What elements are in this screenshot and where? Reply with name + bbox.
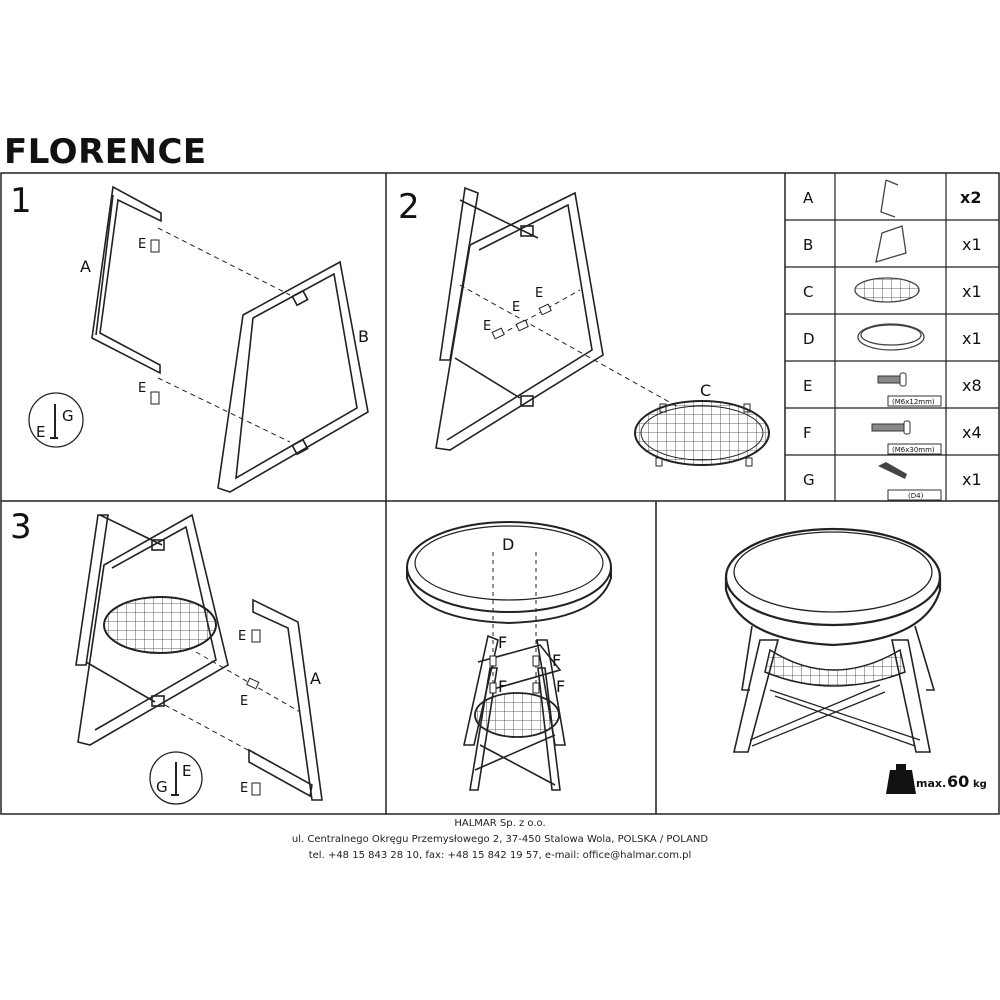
weight-icon bbox=[886, 764, 916, 794]
step3-tool-badge bbox=[150, 752, 202, 804]
product-title: FLORENCE bbox=[4, 132, 207, 172]
step-number-1: 1 bbox=[10, 181, 32, 221]
step3-label-e-1: E bbox=[238, 629, 247, 644]
part-d-letter: D bbox=[803, 330, 815, 348]
part-d-qty: x1 bbox=[962, 329, 982, 348]
step3-label-e-3: E bbox=[240, 781, 249, 796]
hex-key-icon bbox=[878, 462, 941, 500]
assembled-table bbox=[726, 529, 940, 752]
step4-label-f-2: F bbox=[552, 651, 562, 670]
badge3-label-g: G bbox=[156, 778, 168, 796]
max-load-value: 60 bbox=[947, 772, 970, 791]
step1-frame-a bbox=[92, 187, 161, 373]
part-b-qty: x1 bbox=[962, 235, 982, 254]
footer-contact: tel. +48 15 843 28 10, fax: +48 15 842 19 57, e-mail: office@halmar.com.pl bbox=[308, 850, 692, 861]
part-e-letter: E bbox=[803, 377, 813, 395]
step4-base-assembly bbox=[464, 636, 565, 790]
part-e-qty: x8 bbox=[962, 376, 982, 395]
frame-a-icon bbox=[881, 180, 898, 217]
part-a-letter: A bbox=[803, 189, 814, 207]
step2-label-e-3: E bbox=[535, 286, 544, 301]
part-f-qty: x4 bbox=[962, 423, 982, 442]
footer-address: ul. Centralnego Okręgu Przemysłowego 2, 37-450 Stalowa Wola, POLSKA / POLAND bbox=[291, 834, 709, 845]
step2-label-e-2: E bbox=[512, 300, 521, 315]
part-e-spec: (M6x12mm) bbox=[892, 398, 935, 406]
part-f-spec: (M6x30mm) bbox=[892, 446, 935, 454]
step2-frame-assembly bbox=[436, 188, 603, 450]
step3-label-a: A bbox=[310, 669, 321, 688]
step1-tool-badge bbox=[29, 393, 83, 447]
part-c-qty: x1 bbox=[962, 282, 982, 301]
part-g-letter: G bbox=[803, 471, 815, 489]
long-bolt-icon bbox=[872, 421, 941, 454]
step1-label-e-top: E bbox=[138, 237, 147, 252]
part-g-spec: (D4) bbox=[908, 492, 924, 500]
frame-b-icon bbox=[876, 226, 906, 262]
badge1-label-g: G bbox=[62, 407, 74, 425]
footer-company: HALMAR Sp. z o.o. bbox=[454, 818, 546, 829]
step4-label-d: D bbox=[502, 535, 515, 554]
max-load-unit: kg bbox=[973, 779, 987, 790]
step4-label-f-1: F bbox=[498, 633, 508, 652]
short-bolt-icon bbox=[878, 373, 941, 406]
badge1-label-e: E bbox=[36, 423, 46, 441]
badge3-label-e: E bbox=[182, 762, 192, 780]
step1-label-b: B bbox=[358, 327, 369, 346]
part-g-qty: x1 bbox=[962, 470, 982, 489]
step2-bolts bbox=[460, 285, 680, 408]
parts-table bbox=[803, 180, 982, 500]
step1-bolts bbox=[151, 228, 290, 442]
part-c-letter: C bbox=[803, 283, 814, 301]
step1-label-e-bottom: E bbox=[138, 381, 147, 396]
step2-label-e-1: E bbox=[483, 319, 492, 334]
step4-label-f-4: F bbox=[556, 677, 566, 696]
tray-top-icon bbox=[858, 324, 924, 350]
max-load-prefix: max. bbox=[916, 777, 947, 790]
step4-label-f-3: F bbox=[498, 677, 508, 696]
mesh-shelf-icon bbox=[855, 278, 919, 302]
step2-label-c: C bbox=[700, 381, 712, 400]
step3-label-e-2: E bbox=[240, 694, 249, 709]
step2-mesh-shelf-c bbox=[635, 401, 769, 466]
step-number-2: 2 bbox=[398, 187, 420, 227]
step1-frame-b bbox=[218, 262, 368, 492]
part-a-qty: x2 bbox=[960, 188, 982, 207]
step-number-3: 3 bbox=[10, 507, 32, 547]
step1-label-a: A bbox=[80, 257, 91, 276]
part-f-letter: F bbox=[803, 424, 812, 442]
step3-mesh-shelf bbox=[104, 597, 216, 653]
part-b-letter: B bbox=[803, 236, 814, 254]
